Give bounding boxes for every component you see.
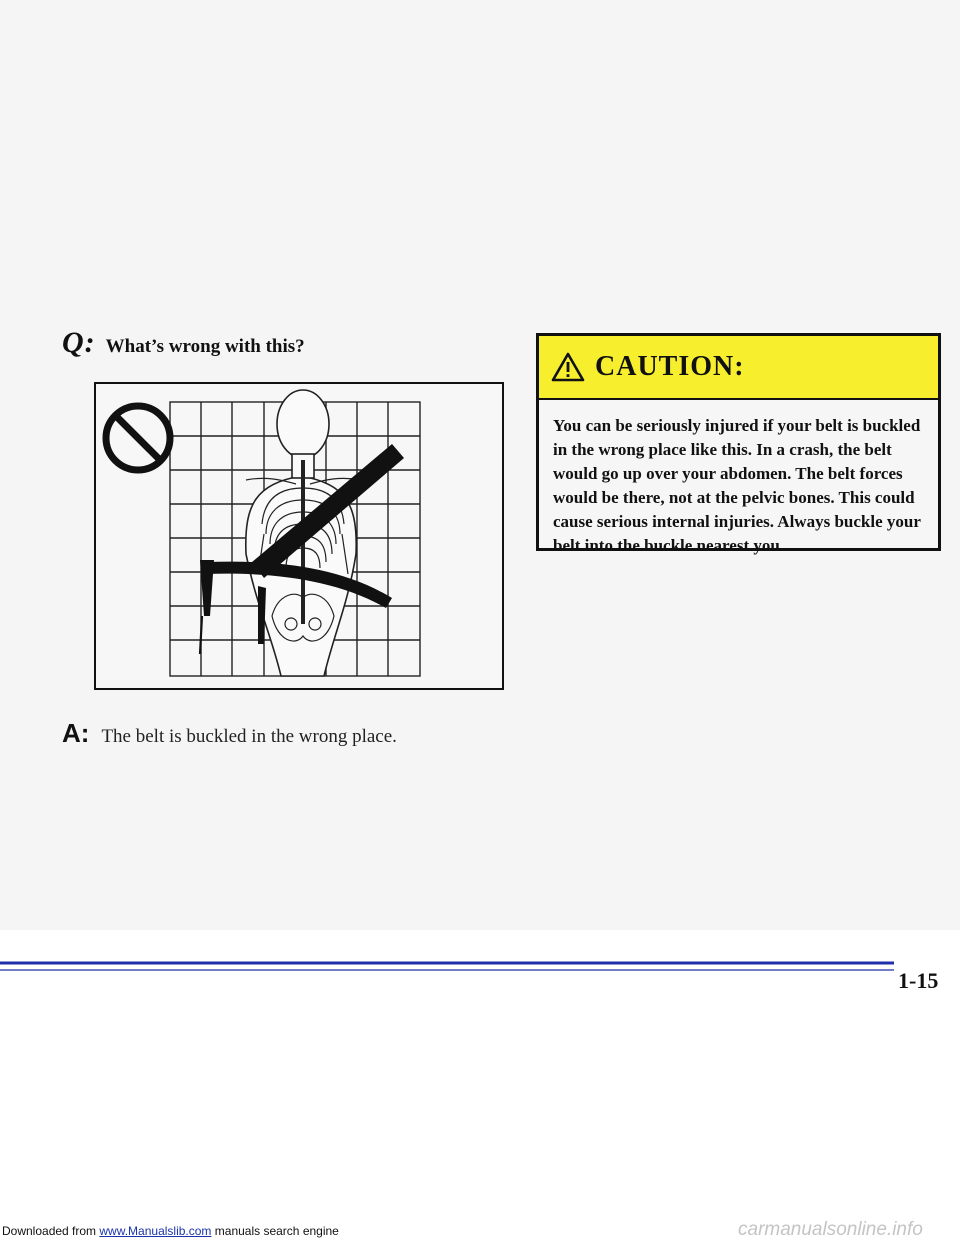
buckle-stalk (258, 586, 266, 644)
page-margin (0, 930, 960, 1242)
answer-line (62, 718, 397, 749)
seatbelt-illustration (94, 382, 504, 690)
caution-header (539, 336, 938, 400)
caution-text: You can be seriously injured if your belt is buckled in the wrong place like this. In a crash, the belt would go up over your abdomen. The belt forces would be there, not at the pelvic bones. This could cause serious internal injuries. Always buckle your belt into the buckle nearest you. (553, 416, 921, 555)
download-source-line (2, 1224, 339, 1238)
page-number: 1-15 (898, 968, 939, 993)
source-suffix: manuals search engine (211, 1224, 339, 1238)
belt-buckle (200, 560, 214, 616)
question-line (62, 326, 305, 360)
watermark: carmanualsonline.info (738, 1219, 923, 1240)
footer-rule (0, 960, 894, 974)
warning-triangle-icon (551, 352, 585, 382)
source-prefix: Downloaded from (2, 1224, 100, 1238)
caution-title: CAUTION: (595, 351, 745, 382)
question-mark: Q: (62, 326, 96, 359)
answer-text: The belt is buckled in the wrong place. (101, 726, 397, 747)
manualslib-link[interactable]: www.Manualslib.com (99, 1224, 212, 1238)
no-symbol-icon (106, 406, 170, 470)
answer-mark: A: (62, 718, 90, 748)
skeleton-belt-drawing (96, 384, 502, 688)
question-text: What’s wrong with this? (105, 336, 305, 357)
caution-box (536, 333, 941, 555)
